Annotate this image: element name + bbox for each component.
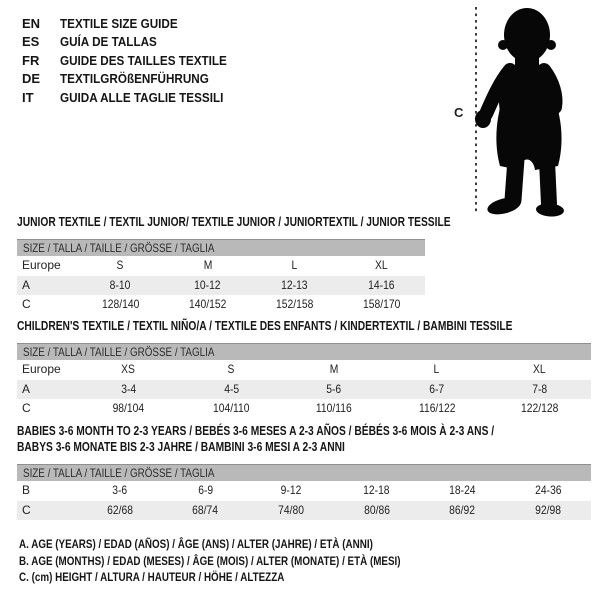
size-cell: M [329,362,339,376]
language-row [22,70,245,89]
language-code: EN [22,15,41,31]
size-cell: 158/170 [362,297,401,311]
language-row [22,33,245,52]
size-header-label: SIZE / TALLA / TAILLE / GRÖSSE / TAGLIA [23,345,215,359]
footnote: B. AGE (MONTHS) / EDAD (MESES) / ÂGE (MOIS) / ALTER (MONATE) / ETÀ (MESI) [19,553,401,568]
language-label: GUIDE DES TAILLES TEXTILE [60,52,227,68]
size-header-bar [17,464,591,481]
table-row [17,360,591,380]
size-cell: 74/80 [278,502,305,517]
size-cell: 140/152 [188,297,227,311]
size-cell: 6-7 [429,381,445,396]
size-cell: 12-18 [363,483,391,497]
table-row [17,399,591,419]
size-cell: S [117,258,124,272]
footnote: C. (cm) HEIGHT / ALTURA / HAUTEUR / HÖHE / ALTEZZA [19,570,285,584]
language-code: FR [22,52,40,68]
size-cell: S [227,362,235,376]
size-cell: 4-5 [223,381,239,396]
language-code: IT [22,89,34,105]
size-table-babies [17,423,591,520]
size-cell: XL [375,258,388,272]
size-cell: 68/74 [192,502,219,517]
size-cell: 12-13 [281,277,308,292]
language-list [22,14,245,107]
row-label: Europe [22,258,61,272]
toddler-silhouette-icon [452,4,592,218]
height-measure-label: C [454,105,464,120]
row-label: A [22,277,31,292]
size-cell: 86/92 [449,502,476,517]
size-cell: 9-12 [280,483,302,497]
size-cell: 14-16 [368,277,395,292]
size-cell: 98/104 [112,401,145,415]
size-cell: 116/122 [418,401,456,415]
row-label: C [22,502,31,517]
row-label: Europe [22,362,61,376]
size-cell: L [433,362,440,376]
size-cell: 7-8 [532,381,548,396]
language-label: GUIDA ALLE TAGLIE TESSILI [60,89,224,105]
row-label: C [22,297,31,311]
size-cell: 104/110 [212,401,250,415]
language-row [22,88,245,107]
size-cell: XL [533,362,546,376]
size-cell: 62/68 [106,502,133,517]
size-cell: 6-9 [198,483,213,497]
footnote-list [19,536,484,586]
row-label: B [22,483,31,497]
table-row [17,295,425,315]
table-title: CHILDREN'S TEXTILE / TEXTIL NIÑO/A / TEXTILE DES ENFANTS / KINDERTEXTIL / BAMBINI TESSILE [17,319,513,333]
size-header-bar [17,239,425,256]
baby-figure [452,4,592,218]
size-header-label: SIZE / TALLA / TAILLE / GRÖSSE / TAGLIA [23,466,215,480]
footnote: A. AGE (YEARS) / EDAD (AÑOS) / ÂGE (ANS) / ALTER (JAHRE) / ETÀ (ANNI) [19,537,373,551]
language-code: DE [22,71,41,87]
table-row [17,481,591,501]
size-cell: 8-10 [110,277,131,292]
size-header-label: SIZE / TALLA / TAILLE / GRÖSSE / TAGLIA [23,241,215,255]
size-cell: 122/128 [520,401,559,415]
language-label: GUÍA DE TALLAS [60,34,157,50]
language-label: TEXTILGRÖßENFÜHRUNG [60,71,209,87]
row-label: A [22,381,31,396]
language-code: ES [22,34,40,50]
size-cell: 5-6 [326,381,342,396]
size-cell: 152/158 [275,297,314,311]
size-cell: 24-36 [534,483,562,497]
size-cell: M [203,258,212,272]
row-label: C [22,401,31,415]
size-cell: 80/86 [363,502,390,517]
size-header-bar [17,343,591,360]
size-cell: L [291,258,298,272]
language-row [22,51,245,70]
size-cell: 3-4 [120,381,136,396]
table-row [17,501,591,521]
size-cell: XS [121,362,136,376]
table-row [17,276,425,296]
table-title: JUNIOR TEXTILE / TEXTIL JUNIOR/ TEXTILE JUNIOR / JUNIORTEXTIL / JUNIOR TESSILE [17,215,451,229]
language-row [22,14,245,33]
language-label: TEXTILE SIZE GUIDE [60,15,178,31]
table-row [17,380,591,400]
size-cell: 110/116 [316,401,352,415]
table-title: BABIES 3-6 MONTH TO 2-3 YEARS / BEBÉS 3-6 MESES A 2-3 AÑOS / BÉBÉS 3-6 MOIS À 2-3 ANS / [17,424,495,438]
size-table-children [17,318,591,419]
size-cell: 128/140 [101,297,140,311]
size-cell: 92/98 [535,502,562,517]
size-cell: 10-12 [194,277,221,292]
table-row [17,256,425,276]
table-title: BABYS 3-6 MONATE BIS 2-3 JAHRE / BAMBINI 3-6 MESI A 2-3 ANNI [17,440,345,454]
size-cell: 3-6 [112,483,128,497]
size-cell: 18-24 [449,483,476,497]
size-table-junior [17,214,451,315]
